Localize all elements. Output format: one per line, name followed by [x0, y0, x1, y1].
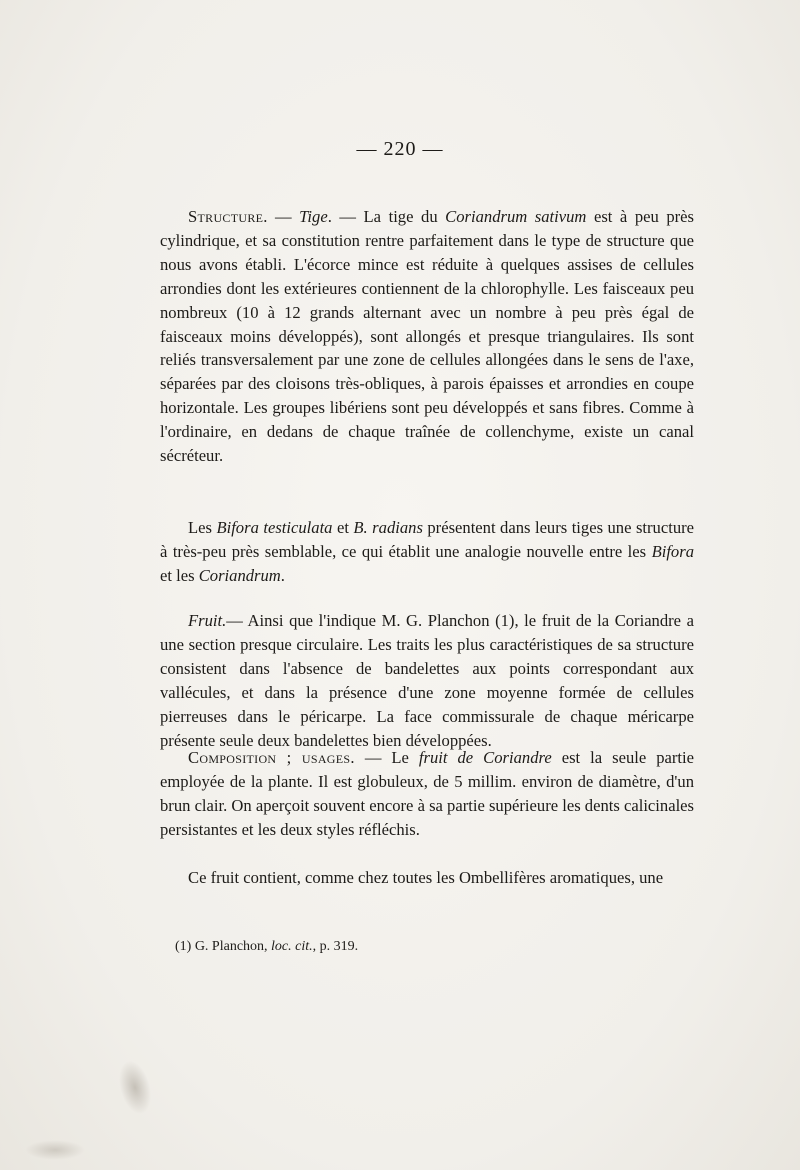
- text-fragment: et: [332, 518, 354, 537]
- ink-smudge: [113, 1057, 156, 1118]
- paragraph-text: est à peu près cylindrique, et sa constitution rentre parfaitement dans le type de structure que nous avons établi. L'écorce mince est réduite à quelques assises de cellules arrondies dont les extérieures contiennent de la chlorophylle. Les faisceaux peu nombreux (10 à 12 grands alternant avec un nombre à peu près égal de faisceaux moins développés), sont allongés et presque triangulaires. Ils sont reliés transversalement par une zone de cellules allongées dans le sens de l'axe, séparées par des cloisons très-obliques, à parois épaisses et arrondies en coupe horizontale. Les groupes libériens sont peu développés et sans fibres. Comme à l'ordinaire, en dedans de chaque traînée de collenchyme, existe un canal sécréteur.: [160, 207, 694, 466]
- footnote-text: (1) G. Planchon,: [175, 939, 272, 954]
- paragraph-fruit: [160, 609, 694, 752]
- paragraph-last: Ce fruit contient, comme chez toutes les Ombellifères aromatiques, une: [188, 868, 664, 887]
- genus-name: Coriandrum: [198, 565, 281, 585]
- page-number: — 220 —: [356, 138, 444, 160]
- section-heading-structure: Structure: [188, 207, 264, 226]
- paragraph-bifora: [160, 516, 694, 588]
- text-fragment: . — La tige du: [327, 207, 446, 226]
- paragraph-text: est la seule partie employée de la plante. Il est globuleux, de 5 millim. environ de diamètre, d'un brun clair. On aperçoit souvent encore à sa partie supérieure les dents calicinales persistantes et les deux styles réfléchis.: [160, 748, 695, 839]
- paragraph-text: — Ainsi que l'indique M. G. Planchon (1), le fruit de la Coriandre a une section presque circulaire. Les traits les plus caractéristiques de sa structure consistent dans l'absence de bandelettes aux points correspondant aux vallécules, et dans la présence d'une zone moyenne formée de cellules pierreuses dans le péricarpe. La face commissurale de chaque méricarpe présente seule deux bandelettes bien développées.: [160, 611, 694, 750]
- text-fragment: . —: [263, 207, 300, 226]
- subheading-tige: Tige: [299, 207, 328, 226]
- paragraph-composition: [160, 746, 694, 842]
- footnote-text: , p. 319.: [312, 939, 359, 954]
- text-fragment: .: [280, 565, 285, 585]
- text-fragment: Les: [188, 518, 217, 537]
- genus-name: Bifora: [651, 541, 694, 561]
- text-fragment: présentent dans leurs tiges une structure à très-peu près semblable, ce qui établit une analogie nouvelle entre les: [160, 518, 695, 561]
- section-heading-fruit: Fruit.: [188, 611, 227, 630]
- footnote: [175, 937, 358, 957]
- paragraph-structure: [160, 205, 694, 468]
- text-fragment: — Le: [354, 748, 419, 767]
- species-name: Coriandrum sativum: [445, 207, 587, 226]
- footnote-citation: loc. cit.: [271, 939, 313, 954]
- ink-smudge: [25, 1140, 85, 1160]
- species-name: B. radians: [353, 518, 423, 537]
- section-heading-composition: Composition ; usages.: [188, 748, 355, 767]
- italic-term: fruit de Coriandre: [418, 748, 552, 767]
- species-name: Bifora testiculata: [216, 518, 333, 537]
- text-fragment: et les: [160, 565, 199, 585]
